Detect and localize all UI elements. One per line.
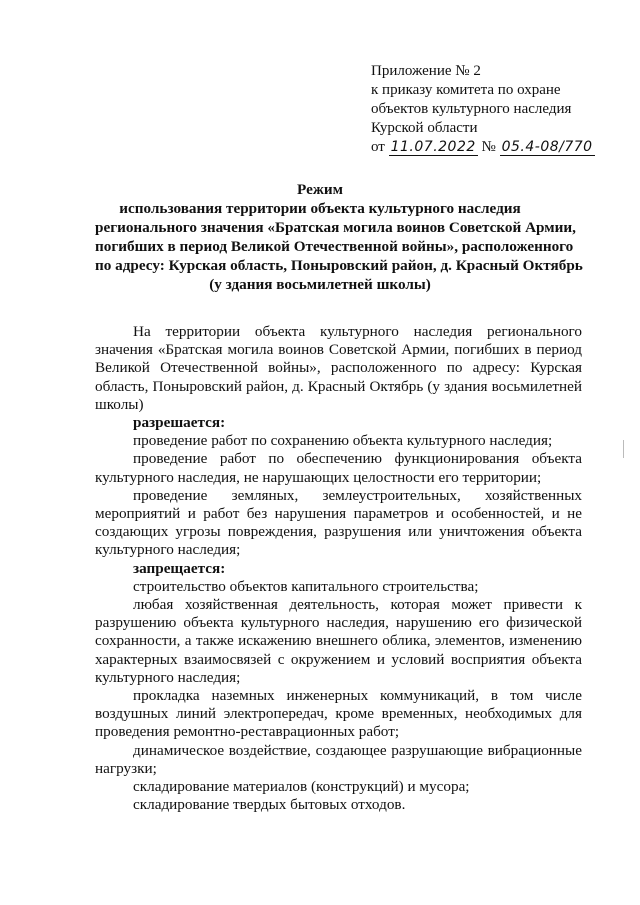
allowed-item: проведение работ по обеспечению функционирования объекта культурного наследия, не нарушающих целостности его территории;	[95, 450, 582, 486]
margin-scan-mark	[623, 440, 628, 458]
appendix-order-ref: к приказу комитета по охране	[371, 82, 561, 98]
document-body	[95, 323, 582, 814]
title-line-4: погибших в период Великой Отечественной войны», расположенного	[95, 238, 574, 255]
title-line-1: Режим	[297, 181, 343, 198]
forbidden-item: складирование твердых бытовых отходов.	[133, 796, 406, 814]
appendix-order-line	[371, 138, 631, 157]
forbidden-item: прокладка наземных инженерных коммуникаций, в том числе воздушных линий электропередач, кроме временных, необходимых для проведения ремонтно-реставрационных работ;	[95, 687, 582, 741]
forbidden-item: складирование материалов (конструкций) и мусора;	[133, 778, 470, 796]
appendix-region: Курской области	[371, 120, 478, 136]
document-title	[95, 180, 583, 294]
appendix-header	[371, 62, 631, 157]
appendix-number: Приложение № 2	[371, 63, 481, 79]
forbidden-heading: запрещается:	[133, 559, 226, 577]
intro-paragraph: На территории объекта культурного наследия регионального значения «Братская могила воинов Советской Армии, погибших в период Великой Отечественной войны», расположенного по адресу: Курская область, Поныровский район, д. Красный Октябрь (у здания восьмилетней школы)	[95, 323, 582, 413]
order-prefix: от	[371, 139, 385, 155]
forbidden-item: динамическое воздействие, создающее разрушающие вибрационные нагрузки;	[95, 741, 582, 777]
title-line-2: использования территории объекта культурного наследия	[119, 200, 521, 217]
order-number-handwritten: 05.4-08/770	[501, 139, 593, 155]
allowed-item: проведение работ по сохранению объекта культурного наследия;	[133, 432, 553, 450]
appendix-committee: объектов культурного наследия	[371, 101, 572, 117]
allowed-item: проведение земляных, землеустроительных, хозяйственных мероприятий и работ без нарушения параметров и особенностей, и не создающих угрозы повреждения, разрушения или уничтожения объекта культурного наследия;	[95, 486, 582, 559]
order-number-label: №	[481, 139, 496, 155]
forbidden-item: строительство объектов капитального строительства;	[133, 577, 479, 595]
allowed-heading: разрешается:	[133, 414, 226, 432]
title-line-6: (у здания восьмилетней школы)	[209, 276, 431, 293]
forbidden-item: любая хозяйственная деятельность, которая может привести к разрушению объекта культурного наследия, нарушению его физической сохранности, а также искажению внешнего облика, элементов, изменению характерных взаимосвязей с окружением и условий восприятия объекта культурного наследия;	[95, 596, 582, 686]
title-line-5: по адресу: Курская область, Поныровский район, д. Красный Октябрь	[95, 257, 583, 274]
order-date-handwritten: 11.07.2022	[390, 139, 476, 155]
title-line-3: регионального значения «Братская могила воинов Советской Армии,	[95, 219, 576, 236]
